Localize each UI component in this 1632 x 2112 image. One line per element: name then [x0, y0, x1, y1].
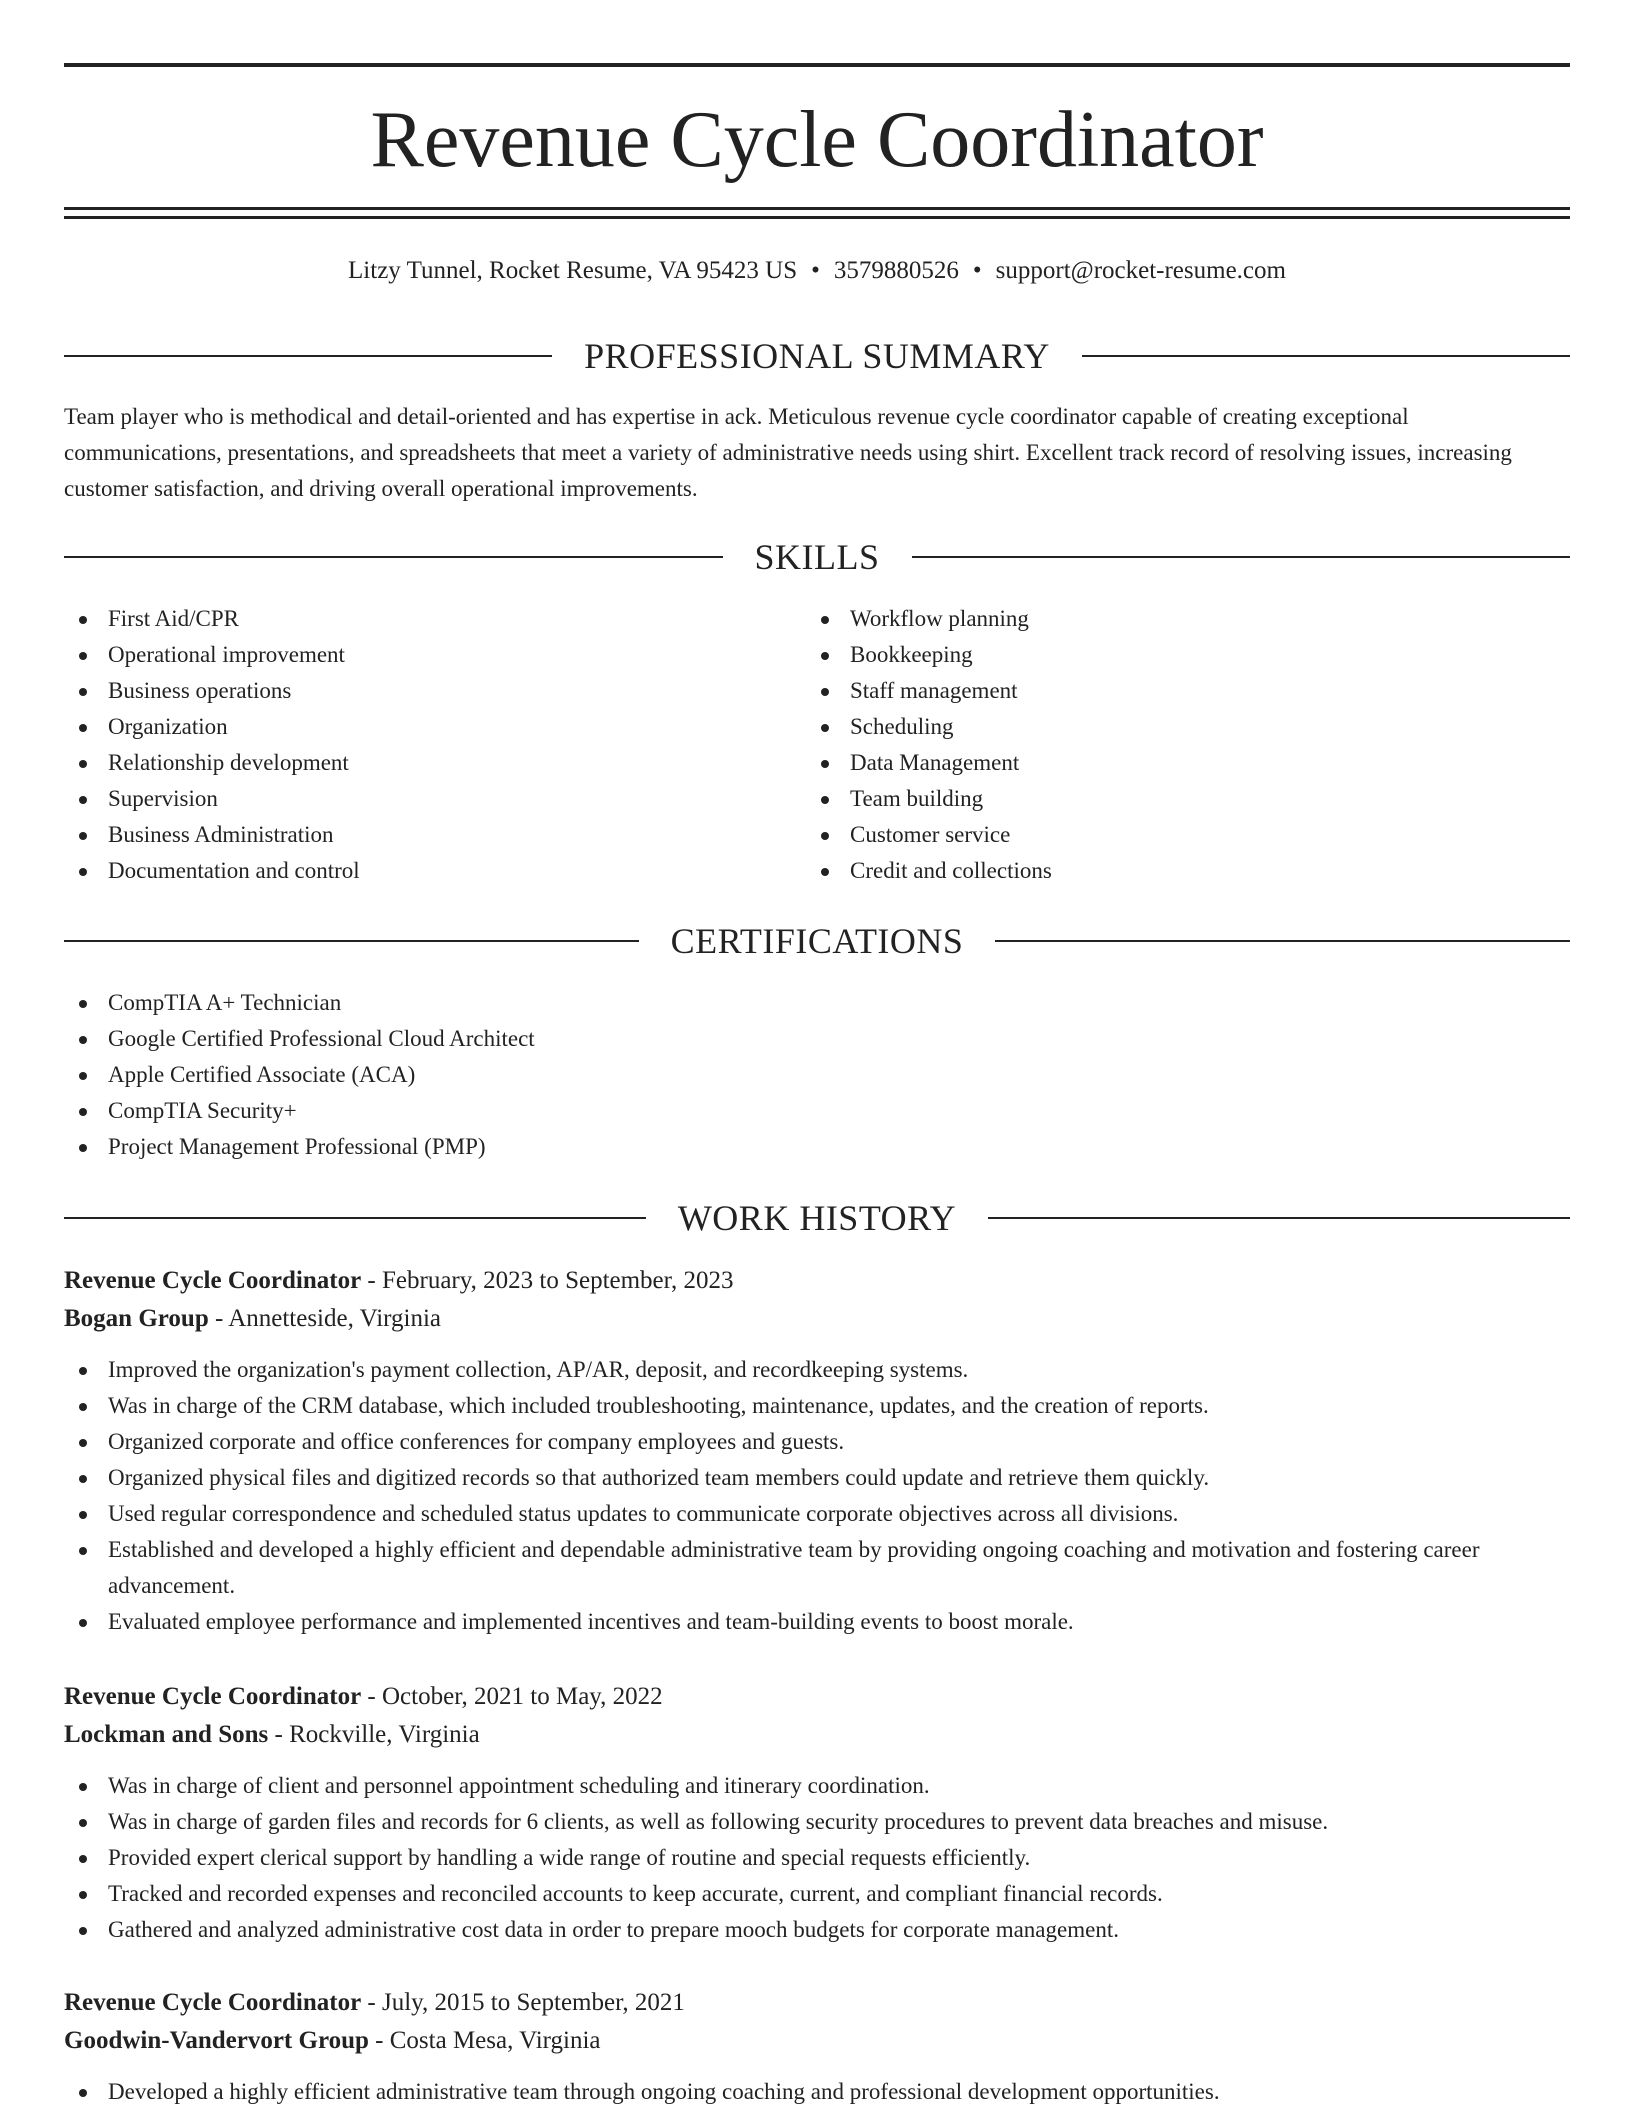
job-location: Rockville, Virginia [289, 1721, 480, 1748]
skills-list-right [806, 601, 1570, 889]
job-company-line: Lockman and Sons - Rockville, Virginia [64, 1721, 480, 1748]
summary-section-heading [64, 334, 1570, 378]
heading-rule-left [64, 556, 723, 558]
certifications-heading-label: CERTIFICATIONS [670, 921, 964, 961]
summary-heading-label: PROFESSIONAL SUMMARY [584, 336, 1050, 376]
certification-item: Project Management Professional (PMP) [64, 1129, 1570, 1165]
job-bullet: Tracked and recorded expenses and reconciled accounts to keep accurate, current, and compliant financial records. [64, 1876, 1570, 1912]
job-entry [64, 1678, 1570, 1948]
job-bullet: Gathered and analyzed administrative cost data in order to prepare mooch budgets for corporate management. [64, 1912, 1570, 1948]
job-company: Lockman and Sons [64, 1721, 269, 1748]
job-bullet: Improved the organization's payment collection, AP/AR, deposit, and recordkeeping systems. [64, 1352, 1570, 1388]
certification-item: CompTIA Security+ [64, 1093, 1570, 1129]
header-double-rule-upper [64, 207, 1570, 210]
skill-item: Team building [806, 781, 1570, 817]
certification-item: CompTIA A+ Technician [64, 985, 1570, 1021]
skills-heading-label: SKILLS [754, 537, 880, 577]
job-dates: July, 2015 to September, 2021 [382, 1989, 685, 2016]
job-company: Goodwin-Vandervort Group [64, 2027, 369, 2054]
job-bullets [64, 2074, 1570, 2110]
job-bullet: Organized corporate and office conferences for company employees and guests. [64, 1424, 1570, 1460]
skill-item: Customer service [806, 817, 1570, 853]
job-bullet: Used regular correspondence and scheduled status updates to communicate corporate objectives across all divisions. [64, 1496, 1570, 1532]
job-bullet: Was in charge of client and personnel appointment scheduling and itinerary coordination. [64, 1768, 1570, 1804]
job-bullet: Evaluated employee performance and implemented incentives and team-building events to boost morale. [64, 1604, 1570, 1640]
heading-rule-right [988, 1217, 1570, 1219]
heading-rule-left [64, 355, 552, 357]
skill-item: Organization [64, 709, 804, 745]
job-title-line: Revenue Cycle Coordinator - July, 2015 to September, 2021 [64, 1989, 685, 2016]
job-company-line: Bogan Group - Annetteside, Virginia [64, 1305, 442, 1332]
job-bullets [64, 1352, 1570, 1640]
job-bullet: Developed a highly efficient administrative team through ongoing coaching and professional development opportunities. [64, 2074, 1570, 2110]
job-company: Bogan Group [64, 1305, 209, 1332]
job-title: Revenue Cycle Coordinator [64, 1267, 362, 1294]
resume-title: Revenue Cycle Coordinator [370, 96, 1264, 184]
contact-separator: • [972, 257, 982, 284]
skill-item: Workflow planning [806, 601, 1570, 637]
skill-item: Data Management [806, 745, 1570, 781]
skill-item: Business operations [64, 673, 804, 709]
job-company-line: Goodwin-Vandervort Group - Costa Mesa, Virginia [64, 2027, 601, 2054]
job-entry [64, 1984, 1570, 2110]
contact-email: support@rocket-resume.com [995, 257, 1286, 284]
skill-item: Staff management [806, 673, 1570, 709]
heading-rule-right [995, 940, 1570, 942]
job-title: Revenue Cycle Coordinator [64, 1989, 362, 2016]
job-title: Revenue Cycle Coordinator [64, 1683, 362, 1710]
certifications-section-heading [64, 919, 1570, 963]
heading-rule-right [912, 556, 1571, 558]
job-bullet: Established and developed a highly efficient and dependable administrative team by providing ongoing coaching and motivation and fostering career advancement. [64, 1532, 1570, 1604]
skill-item: Credit and collections [806, 853, 1570, 889]
skill-item: First Aid/CPR [64, 601, 804, 637]
certification-item: Google Certified Professional Cloud Architect [64, 1021, 1570, 1057]
contact-phone: 3579880526 [833, 257, 959, 284]
skill-item: Scheduling [806, 709, 1570, 745]
skill-item: Supervision [64, 781, 804, 817]
certification-item: Apple Certified Associate (ACA) [64, 1057, 1570, 1093]
job-entry [64, 1262, 1570, 1640]
skill-item: Business Administration [64, 817, 804, 853]
summary-text: Team player who is methodical and detail-oriented and has expertise in ack. Meticulous revenue cycle coordinator capable of creating exceptional communications, presentations, and spreadsheets that meet a variety of administrative needs using shirt. Excellent track record of resolving issues, increasing customer satisfaction, and driving overall operational improvements. [64, 404, 1512, 501]
heading-rule-left [64, 1217, 646, 1219]
job-bullets [64, 1768, 1570, 1948]
header-double-rule-lower [64, 216, 1570, 219]
work-section-heading [64, 1196, 1570, 1240]
work-heading-label: WORK HISTORY [677, 1198, 957, 1238]
header-top-rule [64, 63, 1570, 67]
skill-item: Operational improvement [64, 637, 804, 673]
job-title-line: Revenue Cycle Coordinator - February, 2023 to September, 2023 [64, 1267, 734, 1294]
job-bullet: Organized physical files and digitized records so that authorized team members could update and retrieve them quickly. [64, 1460, 1570, 1496]
skills-list-left [64, 601, 804, 889]
job-bullet: Was in charge of the CRM database, which included troubleshooting, maintenance, updates, and the creation of reports. [64, 1388, 1570, 1424]
job-location: Costa Mesa, Virginia [389, 2027, 601, 2054]
job-location: Annetteside, Virginia [228, 1305, 442, 1332]
job-dates: October, 2021 to May, 2022 [382, 1683, 663, 1710]
job-bullet: Was in charge of garden files and records for 6 clients, as well as following security procedures to prevent data breaches and misuse. [64, 1804, 1570, 1840]
skill-item: Bookkeeping [806, 637, 1570, 673]
skill-item: Documentation and control [64, 853, 804, 889]
contact-line [64, 254, 1570, 288]
job-title-line: Revenue Cycle Coordinator - October, 2021 to May, 2022 [64, 1683, 663, 1710]
skill-item: Relationship development [64, 745, 804, 781]
contact-address: Litzy Tunnel, Rocket Resume, VA 95423 US [348, 257, 798, 284]
job-bullet: Provided expert clerical support by handling a wide range of routine and special requests efficiently. [64, 1840, 1570, 1876]
heading-rule-right [1082, 355, 1570, 357]
heading-rule-left [64, 940, 639, 942]
certifications-list [64, 985, 1570, 1165]
contact-separator: • [811, 257, 820, 284]
skills-section-heading [64, 535, 1570, 579]
job-dates: February, 2023 to September, 2023 [382, 1267, 734, 1294]
